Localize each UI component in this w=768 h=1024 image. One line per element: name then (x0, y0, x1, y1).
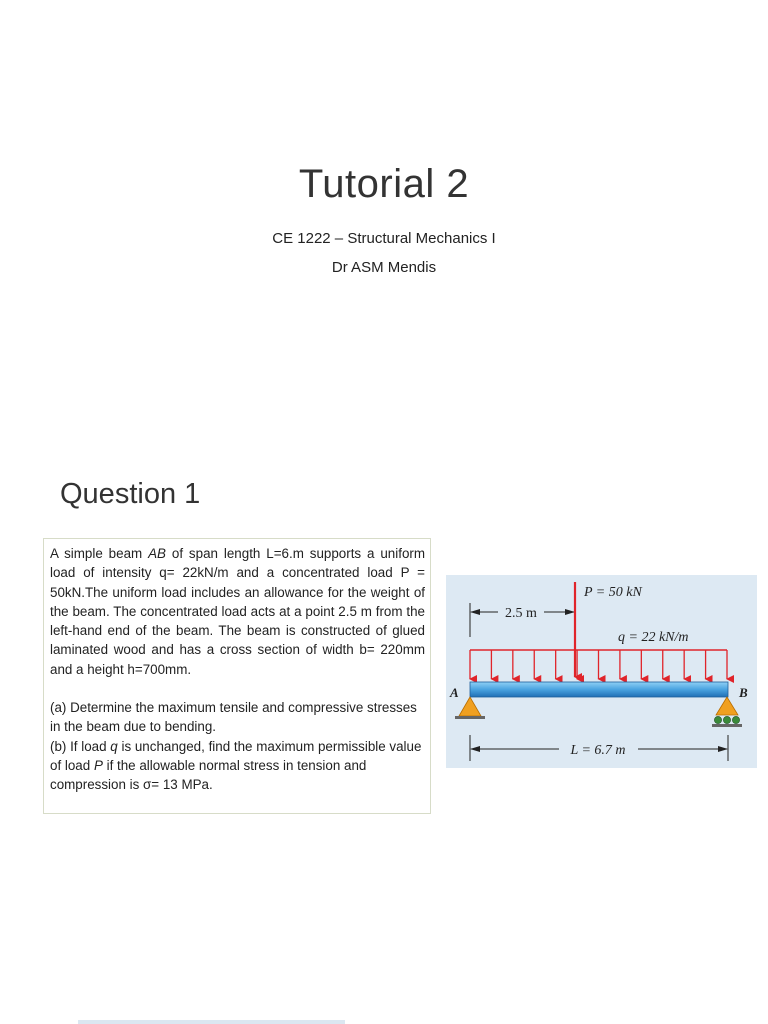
part-a-text: (a) Determine the maximum tensile and compressive stresses in the beam due to bending. (50, 700, 417, 735)
part-b-text: (b) If load q is unchanged, find the maximum permissible value of load P if the allowable normal stress in tension and compression is σ= 13 MPa. (50, 738, 422, 793)
page-title: Tutorial 2 (298, 162, 470, 206)
footer-divider (78, 1020, 345, 1024)
dim-2-5-label: 2.5 m (505, 606, 537, 621)
roller-support-b (716, 697, 738, 715)
ground-b (712, 724, 742, 727)
pin-support-a (459, 697, 481, 716)
ground-a (455, 716, 485, 719)
roller-wheel (714, 716, 721, 723)
roller-wheel (723, 716, 730, 723)
author-name: Dr ASM Mendis (331, 259, 437, 276)
question-heading: Question 1 (60, 478, 201, 510)
beam (470, 682, 728, 697)
support-a-label: A (450, 685, 459, 700)
beam-ab-label: AB (148, 546, 166, 561)
problem-statement: A simple beam AB of span length L=6.m supports a uniform load of intensity q= 22kN/m and a concentrated load P = 50kN.The uniform load includes an allowance for the weight of the beam. The concentrated load acts at a point 2.5 m from the left-hand end of the beam. The beam is constructed of glued laminated wood and has a cross section of width b= 220mm and a height h=700mm. (50, 546, 426, 677)
point-load-label: P = 50 kN (584, 585, 642, 600)
roller-wheel (732, 716, 739, 723)
uniform-load-arrows (470, 650, 727, 679)
support-b-label: B (739, 685, 748, 700)
course-subtitle: CE 1222 – Structural Mechanics I (272, 230, 496, 247)
problem-text-box (43, 538, 431, 814)
span-length-label: L = 6.7 m (570, 743, 626, 758)
uniform-load-label: q = 22 kN/m (618, 630, 689, 645)
beam-diagram (446, 575, 757, 768)
